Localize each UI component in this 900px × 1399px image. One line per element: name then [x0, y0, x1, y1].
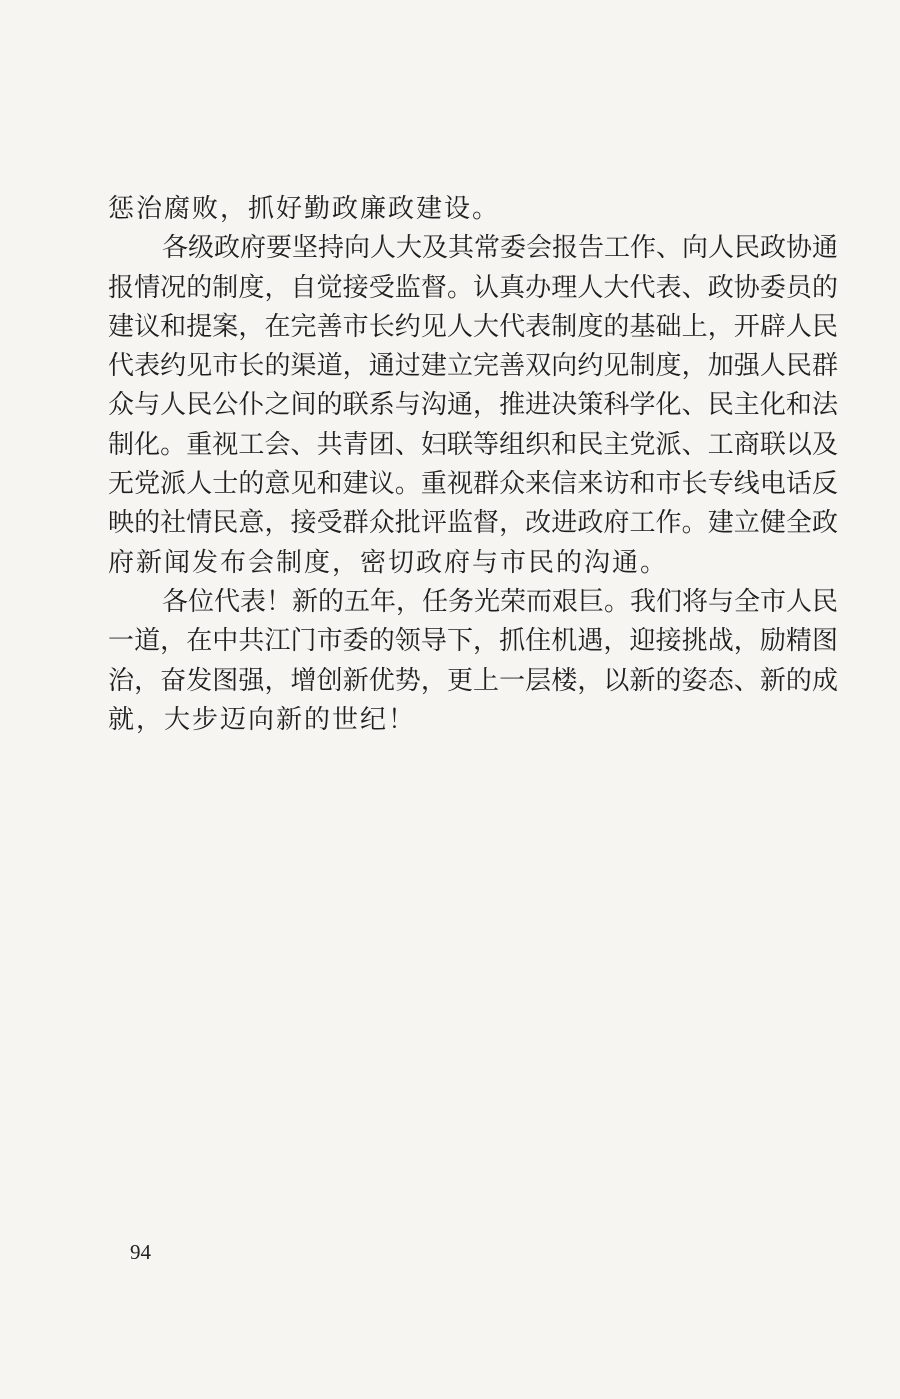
- text-line: 就，大步迈向新的世纪！: [108, 704, 417, 735]
- page-number: 94: [130, 1240, 151, 1264]
- text-line: 一道，在中共江门市委的领导下，抓住机遇，迎接挑战，励精图: [108, 626, 838, 657]
- text-line: 各位代表！新的五年，任务光荣而艰巨。我们将与全市人民: [162, 586, 839, 617]
- text-line: 报情况的制度，自觉接受监督。认真办理人大代表、政协委员的: [108, 272, 838, 303]
- text-line: 众与人民公仆之间的联系与沟通，推进决策科学化、民主化和法: [108, 390, 838, 421]
- text-line: 建议和提案，在完善市长约见人大代表制度的基础上，开辟人民: [108, 311, 838, 342]
- text-line: 府新闻发布会制度，密切政府与市民的沟通。: [108, 547, 669, 578]
- text-line: 制化。重视工会、共青团、妇联等组织和民主党派、工商联以及: [108, 429, 838, 460]
- text-line: 无党派人士的意见和建议。重视群众来信来访和市长专线电话反: [108, 469, 838, 500]
- text-line: 治，奋发图强，增创新优势，更上一层楼，以新的姿态、新的成: [108, 665, 838, 696]
- text-line: 映的社情民意，接受群众批评监督，改进政府工作。建立健全政: [108, 508, 838, 539]
- text-line: 各级政府要坚持向人大及其常委会报告工作、向人民政协通: [162, 233, 839, 264]
- body-text: [108, 190, 838, 740]
- text-line: 代表约见市长的渠道，通过建立完善双向约见制度，加强人民群: [108, 351, 838, 382]
- text-line: 惩治腐败，抓好勤政廉政建设。: [108, 194, 501, 224]
